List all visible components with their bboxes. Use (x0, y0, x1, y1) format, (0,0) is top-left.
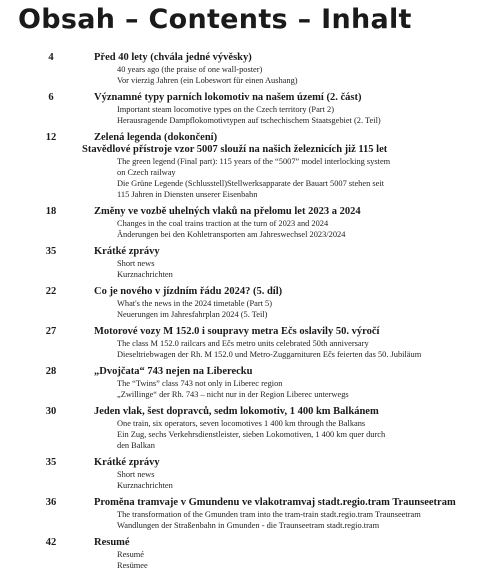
entry-subtitle: 115 Jahren in Diensten unserer Eisenbahn (117, 190, 258, 199)
entry-heading: Před 40 lety (chvála jedné vývěsky) (94, 52, 252, 63)
entry-subtitle: Short news (117, 259, 155, 268)
contents-entry (0, 206, 500, 240)
page-number: 12 (45, 132, 57, 143)
contents-entry (0, 457, 500, 491)
entry-subtitle: The “Twins” class 743 not only in Liberec region (117, 379, 283, 388)
contents-entry (0, 132, 500, 200)
page-number: 4 (48, 52, 54, 63)
entry-subtitle: 40 years ago (the praise of one wall-poster) (117, 65, 263, 74)
entry-subtitle: Dieseltriebwagen der Rh. M 152.0 und Metro-Zuggarnituren Ečs feierten das 50. Jubiläum (117, 350, 422, 359)
page-number: 18 (45, 206, 57, 217)
page-number: 42 (45, 537, 57, 548)
entry-subtitle: What's the news in the 2024 timetable (Part 5) (117, 299, 273, 308)
contents-entry (0, 52, 500, 86)
entry-heading: Změny ve vozbě uhelných vlaků na přelomu let 2023 a 2024 (94, 206, 361, 217)
entry-heading: Významné typy parních lokomotiv na našem území (2. část) (94, 92, 362, 103)
entry-subtitle: Changes in the coal trains traction at the turn of 2023 and 2024 (117, 219, 329, 228)
contents-entry (0, 92, 500, 126)
entry-subtitle: Kurznachrichten (117, 270, 173, 279)
entry-subtitle: Vor vierzig Jahren (ein Lobeswort für einen Aushang) (117, 76, 298, 85)
contents-entry (0, 366, 500, 400)
entry-subtitle: Kurznachrichten (117, 481, 173, 490)
page-number: 30 (45, 406, 57, 417)
entry-heading: Krátké zprávy (94, 246, 160, 257)
entry-subtitle: Short news (117, 470, 155, 479)
entry-heading: Proměna tramvaje v Gmundenu ve vlakotramvaj stadt.regio.tram Traunseetram (94, 497, 456, 508)
entry-subtitle: Die Grüne Legende (Schlusstell)Stellwerksapparate der Bauart 5007 stehen seit (117, 179, 384, 188)
entry-subtitle: on Czech railway (117, 168, 176, 177)
entry-subtitle: Important steam locomotive types on the Czech territory (Part 2) (117, 105, 334, 114)
entry-heading: Krátké zprávy (94, 457, 160, 468)
entry-heading: Jeden vlak, šest dopravců, sedm lokomotiv, 1 400 km Balkánem (94, 406, 379, 417)
page-title: Obsah – Contents – Inhalt (18, 4, 412, 35)
entry-heading: Zelená legenda (dokončení) (94, 132, 218, 143)
entry-subtitle: Resumé (117, 550, 144, 559)
contents-entry (0, 537, 500, 571)
entry-heading-line-2: Stavědlové přístroje vzor 5007 slouží na našich železnicích již 115 let (82, 144, 388, 155)
contents-entry (0, 406, 500, 451)
page-number: 28 (45, 366, 57, 377)
entry-subtitle: Neuerungen im Jahresfahrplan 2024 (5. Teil) (117, 310, 268, 319)
entry-subtitle: The class M 152.0 railcars and Ečs metro units celebrated 50th anniversary (117, 339, 369, 348)
page-number: 6 (48, 92, 54, 103)
contents-entry (0, 497, 500, 531)
page-number: 35 (45, 457, 57, 468)
page-number: 27 (45, 326, 57, 337)
entry-heading: Co je nového v jízdním řádu 2024? (5. díl) (94, 286, 283, 297)
entry-subtitle: The green legend (Final part): 115 years of the “5007” model interlocking system (117, 157, 391, 166)
entry-subtitle: The transformation of the Gmunden tram into the tram-train stadt.regio.tram Traunseetram (117, 510, 421, 519)
contents-list (0, 52, 500, 577)
contents-entry (0, 246, 500, 280)
entry-subtitle: Wandlungen der Straßenbahn in Gmunden - die Traunseetram stadt.regio.tram (117, 521, 380, 530)
page-number: 35 (45, 246, 57, 257)
entry-subtitle: One train, six operators, seven locomotives 1 400 km through the Balkans (117, 419, 366, 428)
contents-entry (0, 286, 500, 320)
page-number: 22 (45, 286, 57, 297)
entry-heading: Motorové vozy M 152.0 i soupravy metra Ečs oslavily 50. výročí (94, 326, 380, 337)
contents-entry (0, 326, 500, 360)
entry-subtitle: Änderungen bei den Kohletransporten am Jahreswechsel 2023/2024 (117, 230, 346, 239)
entry-subtitle: den Balkan (117, 441, 155, 450)
page-number: 36 (45, 497, 57, 508)
entry-heading: „Dvojčata“ 743 nejen na Liberecku (94, 366, 253, 377)
entry-heading: Resumé (94, 537, 130, 548)
entry-subtitle: Ein Zug, sechs Verkehrsdienstleister, sieben Lokomotiven, 1 400 km quer durch (117, 430, 386, 439)
entry-subtitle: Herausragende Dampflokomotivtypen auf tschechischem Staatsgebiet (2. Teil) (117, 116, 381, 125)
entry-subtitle: Resümee (117, 561, 148, 570)
entry-subtitle: „Zwillinge“ der Rh. 743 – nicht nur in der Region Liberec unterwegs (117, 390, 349, 399)
